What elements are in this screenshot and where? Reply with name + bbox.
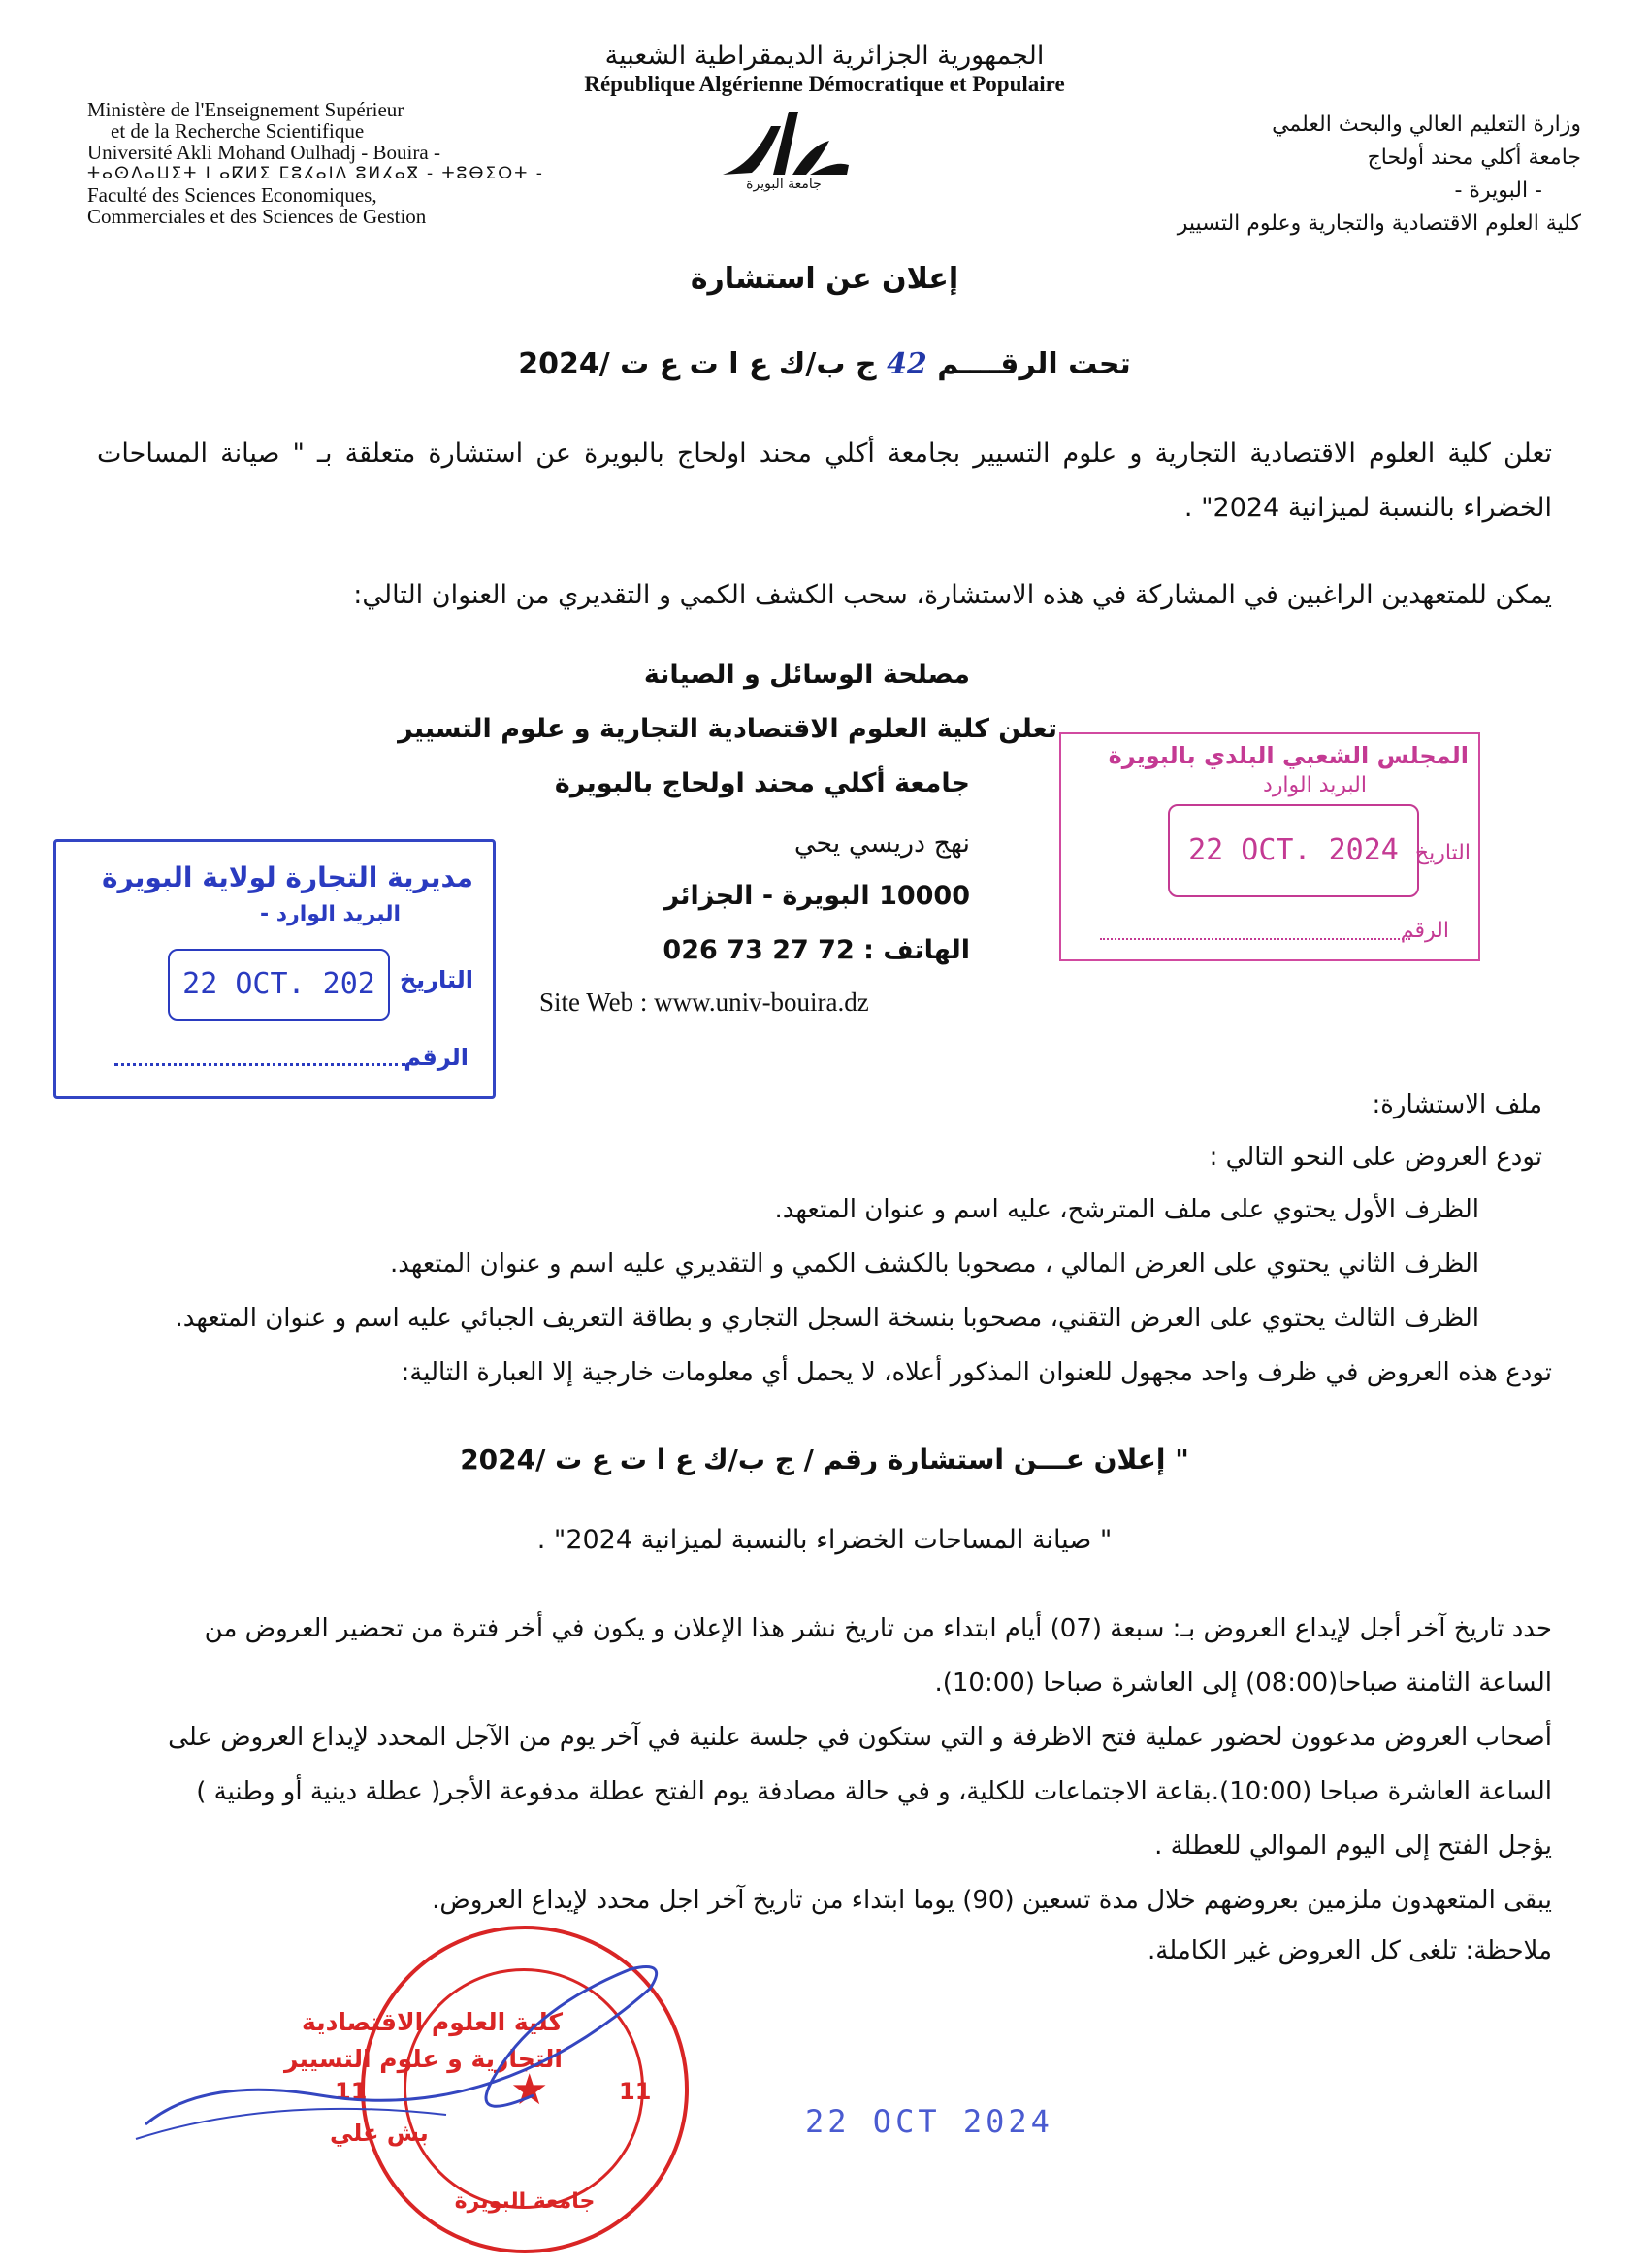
withdraw-paragraph: يمكن للمتعهدين الراغبين في المشاركة في هذه الاستشارة، سحب الكشف الكمي و التقديري من العنوان التالي: xyxy=(353,580,1552,610)
intro-paragraph: تعلن كلية العلوم الاقتصادية التجارية و علوم التسيير بجامعة أكلي محند اولحاج بالبويرة عن استشارة متعلقة بـ " صيانة المساحات الخضراء بالنسبة لميزانية 2024" . xyxy=(97,438,1552,523)
dossier-intro: تودع العروض على النحو التالي : xyxy=(1209,1143,1542,1172)
faculty-line-2: Commerciales et des Sciences de Gestion xyxy=(87,205,427,228)
university-line: Université Akli Mohand Oulhadj - Bouira - xyxy=(87,141,440,164)
pink-stamp-date: 22 OCT. 2024 xyxy=(1168,804,1419,897)
deadline-line-4: الساعة العاشرة صباحا (10:00).بقاعة الاجتماعات للكلية، و في حالة مصادفة يوم الفتح عطلة مدفوعة الأجر( عطلة دينية أو وطنية ) xyxy=(196,1777,1552,1806)
address-faculty: تعلن كلية العلوم الاقتصادية التجارية و علوم التسيير xyxy=(398,714,1057,744)
address-city: 10000 البويرة - الجزائر xyxy=(663,881,970,911)
pink-stamp-num-label: الرقم xyxy=(1400,919,1449,943)
city-ar: - البويرة - xyxy=(1454,178,1542,203)
blue-stamp-num-label: الرقم xyxy=(404,1044,469,1071)
envelope-3: الظرف الثالث يحتوي على العرض التقني، مصحوبا بنسخة السجل التجاري و بطاقة التعريف الجبائي عليه اسم و عنوان المتعهد. xyxy=(175,1304,1479,1333)
handwritten-number: 42 xyxy=(887,347,927,381)
ministry-line-2: et de la Recherche Scientifique xyxy=(111,119,365,143)
blue-stamp-num-dots xyxy=(114,1063,405,1066)
pink-stamp-title: المجلس الشعبي البلدي بالبويرة xyxy=(1108,742,1469,769)
blue-stamp-date-label: التاريخ xyxy=(399,966,473,993)
pink-stamp-num-dots xyxy=(1100,938,1410,940)
university-ar: جامعة أكلي محند أولحاج xyxy=(1367,146,1581,170)
reference-prefix: تحت الرقــــم xyxy=(937,347,1131,381)
header-french-block xyxy=(87,99,669,227)
pink-stamp-date-label: التاريخ xyxy=(1414,841,1471,865)
dossier-note: تودع هذه العروض في ظرف واحد مجهول للعنوان المذكور أعلاه، لا يحمل أي معلومات خارجية إلا العبارة التالية: xyxy=(401,1358,1552,1387)
address-street: نهج دريسي يحي xyxy=(793,828,970,859)
deadline-line-5: يؤجل الفتح إلى اليوم الموالي للعطلة . xyxy=(1154,1831,1552,1861)
faculty-stamp-num-right: 11 xyxy=(619,2078,652,2105)
signature-scribble-icon xyxy=(126,1930,708,2154)
envelope-1: الظرف الأول يحتوي على ملف المترشح، عليه اسم و عنوان المتعهد. xyxy=(774,1195,1479,1224)
address-service: مصلحة الوسائل و الصيانة xyxy=(643,660,970,690)
round-seal-bottom-text: جامعة البويرة xyxy=(454,2189,596,2214)
tifinagh-line: ⵜⴰⵙⴷⴰⵡⵉⵜ ⵏ ⴰⴽⵍⵉ ⵎⵓⵃⴰⵏⴷ ⵓⵍⵃⴰⴵ - ⵜⵓⴱⵉⵔⵜ - xyxy=(87,164,544,183)
envelope-2: الظرف الثاني يحتوي على العرض المالي ، مصحوبا بالكشف الكمي و التقديري عليه اسم و عنوان المتعهد. xyxy=(389,1249,1479,1279)
reference-suffix: ج ب/ك ع ا ت ع ت /2024 xyxy=(518,347,877,381)
dossier-heading: ملف الاستشارة: xyxy=(1372,1090,1542,1119)
address-university: جامعة أكلي محند اولحاج بالبويرة xyxy=(554,768,970,798)
quote-subject: " صيانة المساحات الخضراء بالنسبة لميزانية 2024" . xyxy=(536,1525,1113,1555)
ministry-line-1: Ministère de l'Enseignement Supérieur xyxy=(87,98,404,121)
address-phone: الهاتف : 72 27 73 026 xyxy=(663,935,970,965)
signatory-name: بش علي xyxy=(330,2120,429,2147)
quote-reference: " إعلان عـــن استشارة رقم / ج ب/ك ع ا ت ع ت /2024 xyxy=(460,1443,1189,1475)
ministry-ar: وزارة التعليم العالي والبحث العلمي xyxy=(1272,113,1581,137)
round-seal-star-icon: ★ xyxy=(510,2065,549,2115)
address-website: Site Web : www.univ-bouira.dz xyxy=(539,988,869,1017)
pink-stamp-subtitle: البريد الوارد xyxy=(1263,773,1367,797)
faculty-line-1: Faculté des Sciences Economiques, xyxy=(87,183,377,207)
deadline-line-6: يبقى المتعهدون ملزمين بعروضهم خلال مدة تسعين (90) يوما ابتداء من تاريخ آخر اجل محدد لإيداع العروض. xyxy=(432,1886,1552,1915)
municipal-council-stamp xyxy=(1059,732,1480,961)
deadline-line-1: حدد تاريخ آخر أجل لإيداع العروض بـ: سبعة (07) أيام ابتداء من تاريخ نشر هذا الإعلان و يكون في أخر فترة من تحضير العروض من xyxy=(204,1614,1552,1643)
faculty-ar: كلية العلوم الاقتصادية والتجارية وعلوم التسيير xyxy=(1177,211,1581,236)
deadline-line-3: أصحاب العروض مدعوون لحضور عملية فتح الاظرفة و التي ستكون في جلسة علنية في آخر يوم من الآجل المحدد لإيداع العروض على xyxy=(168,1723,1552,1752)
logo-caption: جامعة البويرة xyxy=(746,177,822,192)
header-arabic-block xyxy=(1077,109,1581,241)
deadline-line-2: الساعة الثامنة صباحا(08:00) إلى العاشرة صباحا (10:00). xyxy=(934,1669,1552,1698)
blue-stamp-title: مديرية التجارة لولاية البويرة xyxy=(101,861,473,893)
note-line: ملاحظة: تلغى كل العروض غير الكاملة. xyxy=(1148,1936,1552,1965)
reference-line xyxy=(0,347,1649,381)
header-french-republic: République Algérienne Démocratique et Populaire xyxy=(584,72,1065,96)
received-date-stamp: 22 OCT 2024 xyxy=(805,2103,1053,2140)
commerce-directorate-stamp xyxy=(53,839,496,1099)
header-arabic-republic: الجمهورية الجزائرية الديمقراطية الشعبية xyxy=(604,41,1045,71)
faculty-stamp-line-1: كلية العلوم الاقتصادية xyxy=(302,2008,563,2036)
blue-stamp-date: 22 OCT. 202 xyxy=(168,949,390,1021)
faculty-stamp-num-left: 11 xyxy=(335,2078,368,2105)
blue-stamp-subtitle: البريد الوارد - xyxy=(260,902,401,926)
faculty-stamp-line-2: التجارية و علوم التسيير xyxy=(284,2045,563,2073)
announcement-title: إعلان عن استشارة xyxy=(690,262,959,296)
